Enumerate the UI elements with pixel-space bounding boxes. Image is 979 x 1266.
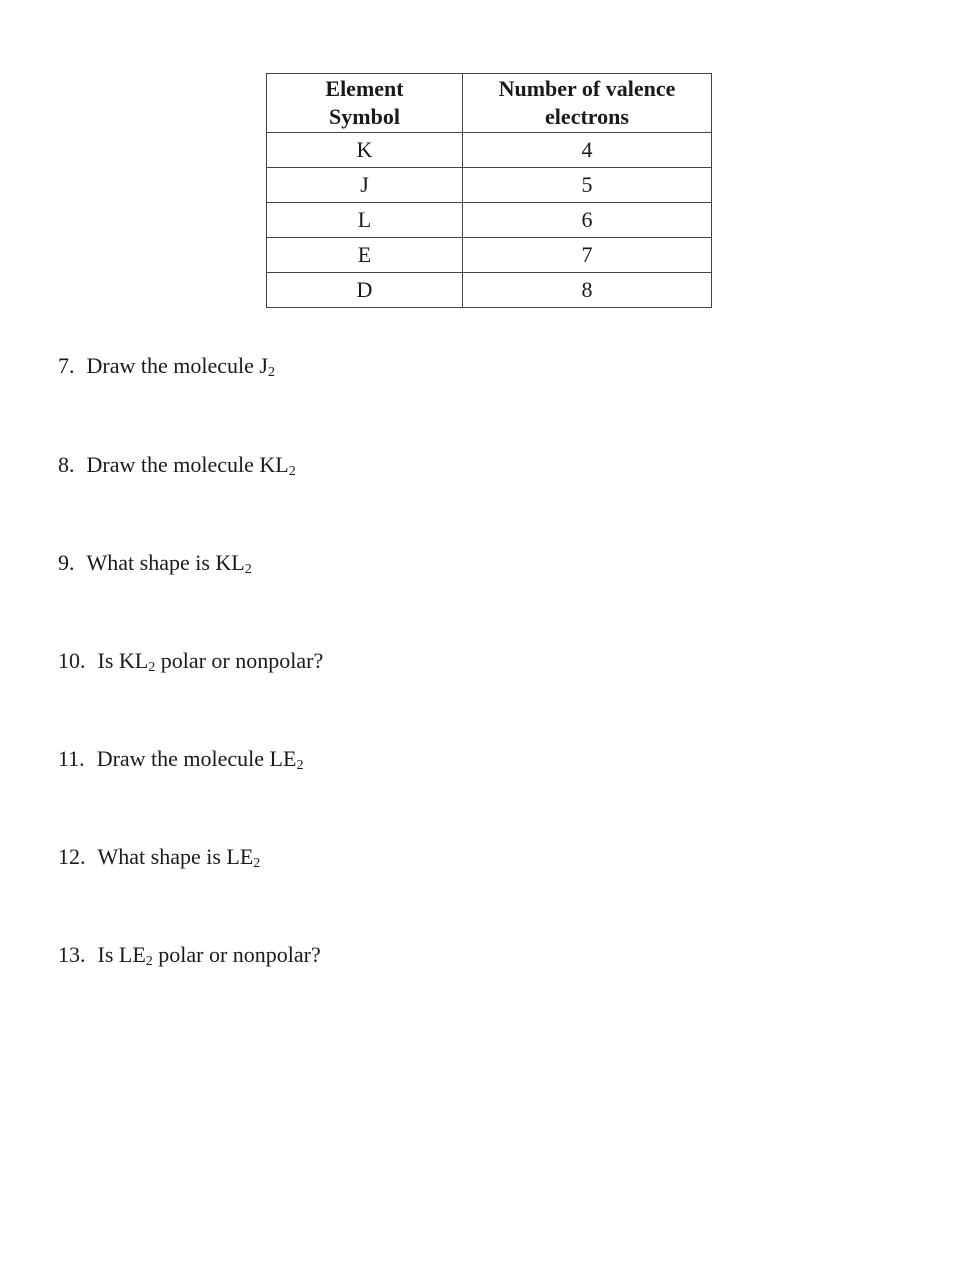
cell-valence: 5 (463, 168, 712, 203)
question-8 (58, 451, 296, 479)
table-row (267, 168, 712, 203)
question-text: What shape is KL (86, 550, 245, 575)
header-element-line1: Element (325, 76, 404, 101)
question-subscript: 2 (244, 562, 252, 577)
cell-valence: 4 (463, 133, 712, 168)
header-element-line2: Symbol (329, 104, 400, 129)
question-subscript: 2 (288, 464, 296, 479)
header-valence-line1: Number of valence (498, 76, 676, 101)
valence-table (266, 73, 712, 308)
question-text-post: polar or nonpolar? (152, 942, 321, 967)
question-subscript: 2 (145, 954, 153, 969)
question-text: Draw the molecule LE (96, 746, 297, 771)
cell-symbol: E (267, 238, 463, 273)
question-text: Is LE (97, 942, 146, 967)
cell-valence: 8 (463, 273, 712, 308)
question-number: 10. (58, 648, 86, 673)
question-12 (58, 843, 260, 871)
question-subscript: 2 (296, 758, 304, 773)
cell-symbol: D (267, 273, 463, 308)
question-10 (58, 647, 323, 675)
header-valence-line2: electrons (545, 104, 629, 129)
question-text: Draw the molecule J (86, 353, 268, 378)
table-row (267, 203, 712, 238)
question-number: 9. (58, 550, 75, 575)
question-9 (58, 549, 252, 577)
question-subscript: 2 (253, 856, 261, 871)
question-subscript: 2 (148, 660, 156, 675)
question-number: 13. (58, 942, 86, 967)
question-7 (58, 352, 275, 380)
question-text: What shape is LE (97, 844, 254, 869)
question-number: 7. (58, 353, 75, 378)
question-text-post: polar or nonpolar? (155, 648, 324, 673)
table-row (267, 133, 712, 168)
table-row (267, 238, 712, 273)
cell-symbol: L (267, 203, 463, 238)
table-row (267, 273, 712, 308)
cell-valence: 7 (463, 238, 712, 273)
header-valence-electrons (463, 74, 712, 133)
question-13 (58, 941, 321, 969)
question-text: Is KL (97, 648, 149, 673)
table-header-row (267, 74, 712, 133)
question-text: Draw the molecule KL (86, 452, 289, 477)
question-subscript: 2 (267, 365, 275, 380)
cell-symbol: J (267, 168, 463, 203)
header-element-symbol (267, 74, 463, 133)
question-number: 8. (58, 452, 75, 477)
cell-symbol: K (267, 133, 463, 168)
cell-valence: 6 (463, 203, 712, 238)
question-11 (58, 745, 303, 773)
question-number: 11. (58, 746, 85, 771)
question-number: 12. (58, 844, 86, 869)
